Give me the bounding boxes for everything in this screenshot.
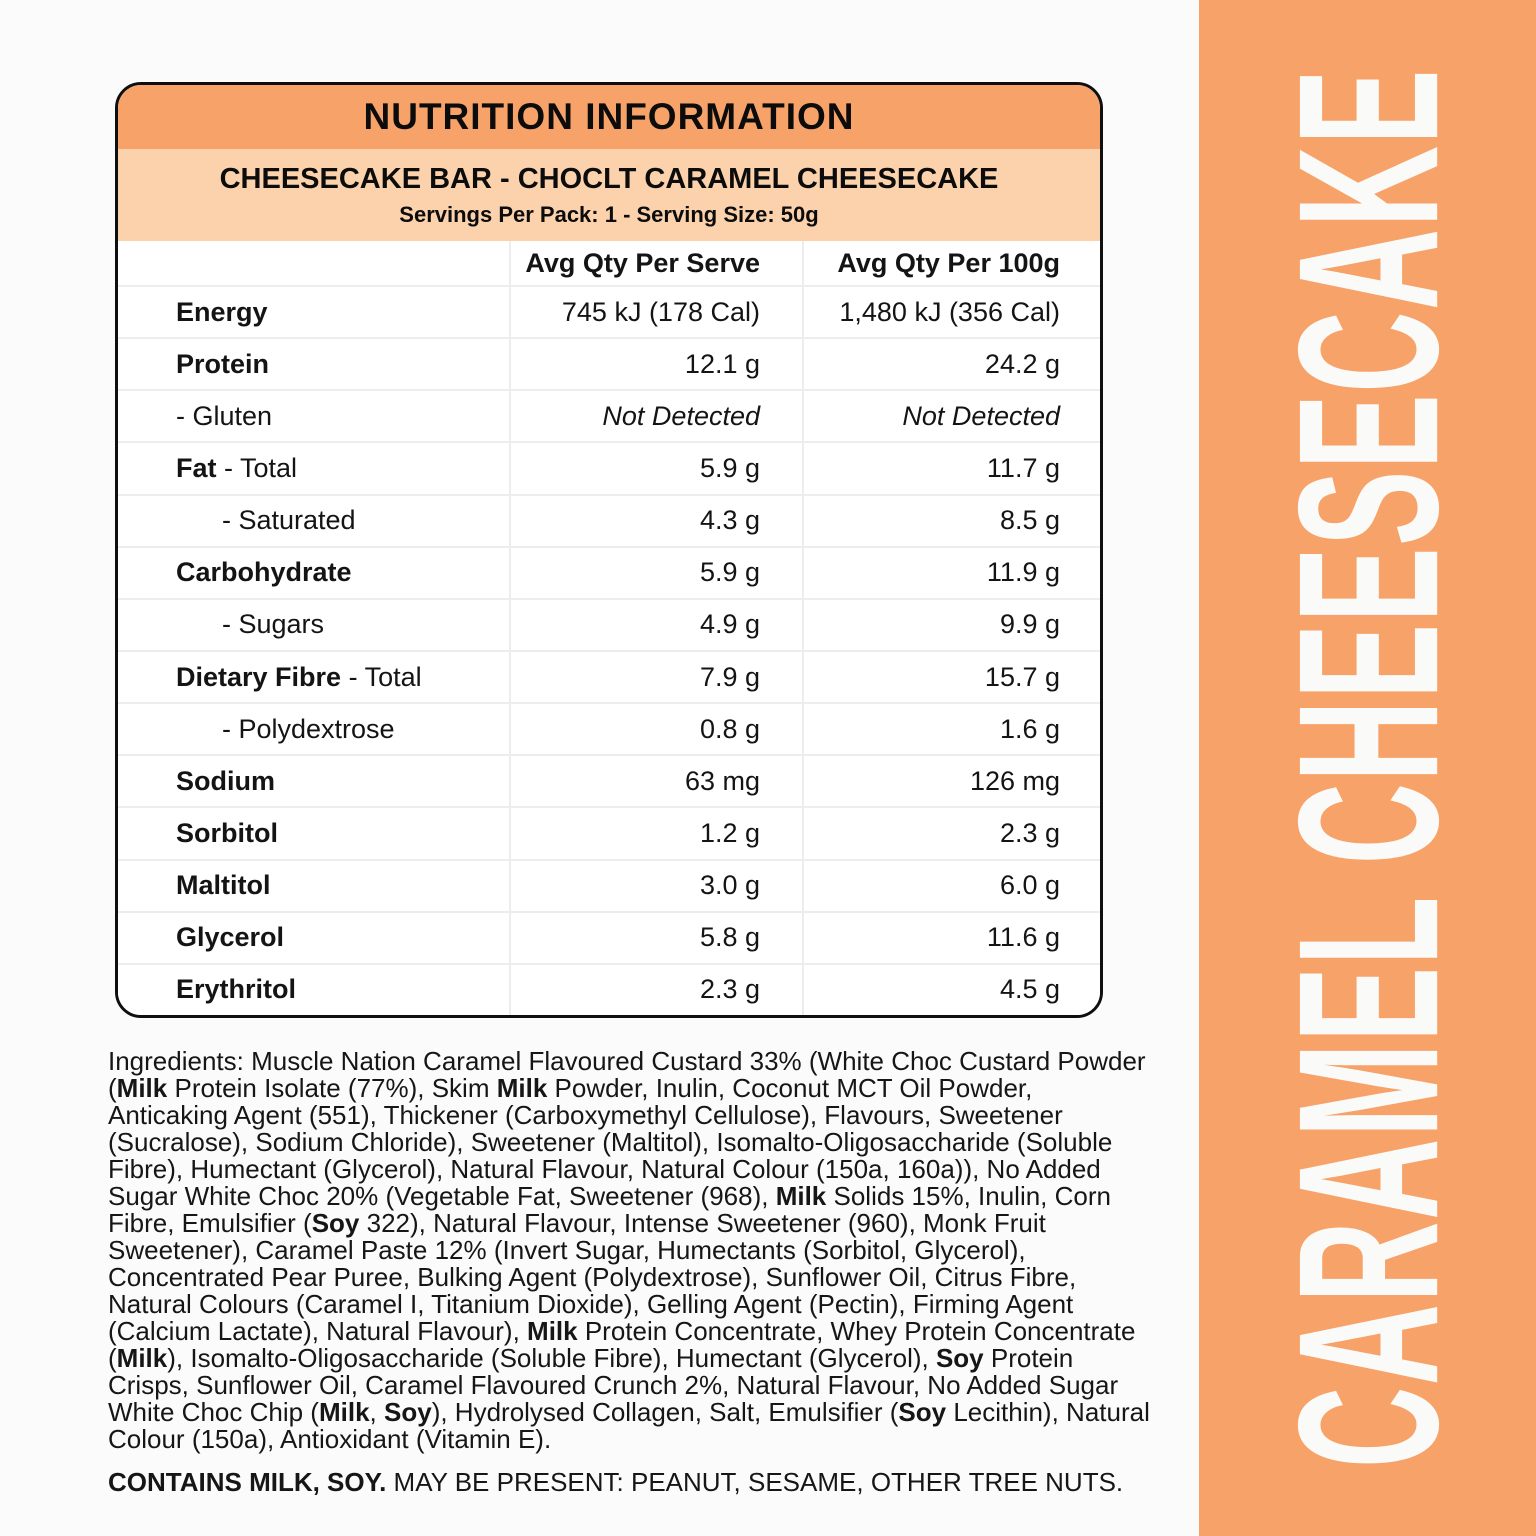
row-label: Sodium <box>176 765 275 796</box>
flavour-sidebar <box>1199 0 1536 1536</box>
row-label: Fat - Total <box>176 452 298 483</box>
table-row <box>118 911 1100 963</box>
row-value-per-serve: 1.2 g <box>509 808 802 858</box>
row-value-per-100g: 9.9 g <box>802 600 1100 650</box>
table-row <box>118 441 1100 493</box>
row-value-per-serve: 5.8 g <box>509 913 802 963</box>
row-value-per-100g: 11.6 g <box>802 913 1100 963</box>
product-name: CHEESECAKE BAR - CHOCLT CARAMEL CHEESECAKE <box>219 162 999 195</box>
row-value-per-serve: 0.8 g <box>509 704 802 754</box>
row-value-per-serve: 5.9 g <box>509 443 802 493</box>
row-value-per-serve: 745 kJ (178 Cal) <box>509 287 802 337</box>
row-value-per-serve: 3.0 g <box>509 861 802 911</box>
row-value-per-serve: 7.9 g <box>509 652 802 702</box>
row-label: - Saturated <box>222 505 356 536</box>
row-value-per-100g: 1,480 kJ (356 Cal) <box>802 287 1100 337</box>
table-row <box>118 702 1100 754</box>
table-row <box>118 859 1100 911</box>
row-label: Erythritol <box>176 974 297 1005</box>
table-row <box>118 285 1100 337</box>
table-row <box>118 389 1100 441</box>
serving-info: Servings Per Pack: 1 - Serving Size: 50g <box>399 201 819 227</box>
row-label: Energy <box>176 296 268 327</box>
table-row <box>118 963 1100 1015</box>
row-value-per-100g: 1.6 g <box>802 704 1100 754</box>
header-nutrient-column <box>118 241 509 285</box>
header-per-100g: Avg Qty Per 100g <box>802 241 1100 285</box>
row-value-per-100g: Not Detected <box>802 391 1100 441</box>
table-row <box>118 546 1100 598</box>
row-label: - Polydextrose <box>222 713 395 744</box>
row-value-per-100g: 2.3 g <box>802 808 1100 858</box>
row-label: Dietary Fibre - Total <box>176 661 422 692</box>
table-row <box>118 650 1100 702</box>
panel-header-band <box>118 85 1100 149</box>
row-value-per-serve: 12.1 g <box>509 339 802 389</box>
flavour-name-vertical: CARAMEL CHEESECAKE <box>1255 67 1480 1469</box>
row-value-per-serve: 4.9 g <box>509 600 802 650</box>
row-value-per-100g: 126 mg <box>802 756 1100 806</box>
row-value-per-100g: 11.7 g <box>802 443 1100 493</box>
row-value-per-serve: 5.9 g <box>509 548 802 598</box>
table-row <box>118 337 1100 389</box>
row-value-per-100g: 15.7 g <box>802 652 1100 702</box>
row-value-per-serve: Not Detected <box>509 391 802 441</box>
panel-title: NUTRITION INFORMATION <box>363 96 855 137</box>
product-header-band <box>118 149 1100 241</box>
row-value-per-serve: 63 mg <box>509 756 802 806</box>
row-label: Maltitol <box>176 870 271 901</box>
allergen-statement: CONTAINS MILK, SOY. MAY BE PRESENT: PEANUT, SESAME, OTHER TREE NUTS. <box>108 1467 1124 1497</box>
row-label: Sorbitol <box>176 817 278 848</box>
row-value-per-100g: 11.9 g <box>802 548 1100 598</box>
table-row <box>118 754 1100 806</box>
row-label: Carbohydrate <box>176 557 352 588</box>
row-label: Protein <box>176 348 270 379</box>
text-block <box>108 1048 1152 1497</box>
table-row <box>118 806 1100 858</box>
row-value-per-100g: 6.0 g <box>802 861 1100 911</box>
row-label: Glycerol <box>176 922 285 953</box>
table-row <box>118 494 1100 546</box>
row-value-per-serve: 4.3 g <box>509 496 802 546</box>
header-per-serve: Avg Qty Per Serve <box>509 241 802 285</box>
table-row <box>118 598 1100 650</box>
row-value-per-100g: 4.5 g <box>802 965 1100 1015</box>
row-value-per-100g: 8.5 g <box>802 496 1100 546</box>
table-header-row <box>118 241 1100 285</box>
nutrition-panel <box>115 82 1103 1018</box>
row-value-per-100g: 24.2 g <box>802 339 1100 389</box>
row-label: - Sugars <box>222 609 325 640</box>
row-label: - Gluten <box>176 400 273 431</box>
ingredients-paragraph: Ingredients: Muscle Nation Caramel Flavoured Custard 33% (White Choc Custard Powder (Milk Protein Isolate (77%), Skim Milk Powder, Inulin, Coconut MCT Oil Powder, Anticaking Agent (551), Thickener (Carboxymethyl Cellulose), Flavours, Sweetener (Sucralose), Sodium Chloride), Sweetener (Maltitol), Isomalto-Oligosaccharide (Soluble Fibre), Humectant (Glycerol), Natural Flavour, Natural Colour (150a, 160a)), No Added Sugar White Choc 20% (Vegetable Fat, Sweetener (968), Milk Solids 15%, Inulin, Corn Fibre, Emulsifier (Soy 322), Natural Flavour, Intense Sweetener (960), Monk Fruit Sweetener), Caramel Paste 12% (Invert Sugar, Humectants (Sorbitol, Glycerol), Concentrated Pear Puree, Bulking Agent (Polydextrose), Sunflower Oil, Citrus Fibre, Natural Colours (Caramel I, Titanium Dioxide), Gelling Agent (Pectin), Firming Agent (Calcium Lactate), Natural Flavour), Milk Protein Concentrate, Whey Protein Concentrate (Milk), Isomalto-Oligosaccharide (Soluble Fibre), Humectant (Glycerol), Soy Protein Crisps, Sunflower Oil, Caramel Flavoured Crunch 2%, Natural Flavour, No Added Sugar White Choc Chip (Milk, Soy), Hydrolysed Collagen, Salt, Emulsifier (Soy Lecithin), Natural Colour (150a), Antioxidant (Vitamin E). <box>108 1046 1150 1454</box>
row-value-per-serve: 2.3 g <box>509 965 802 1015</box>
nutrition-table <box>118 241 1100 1015</box>
